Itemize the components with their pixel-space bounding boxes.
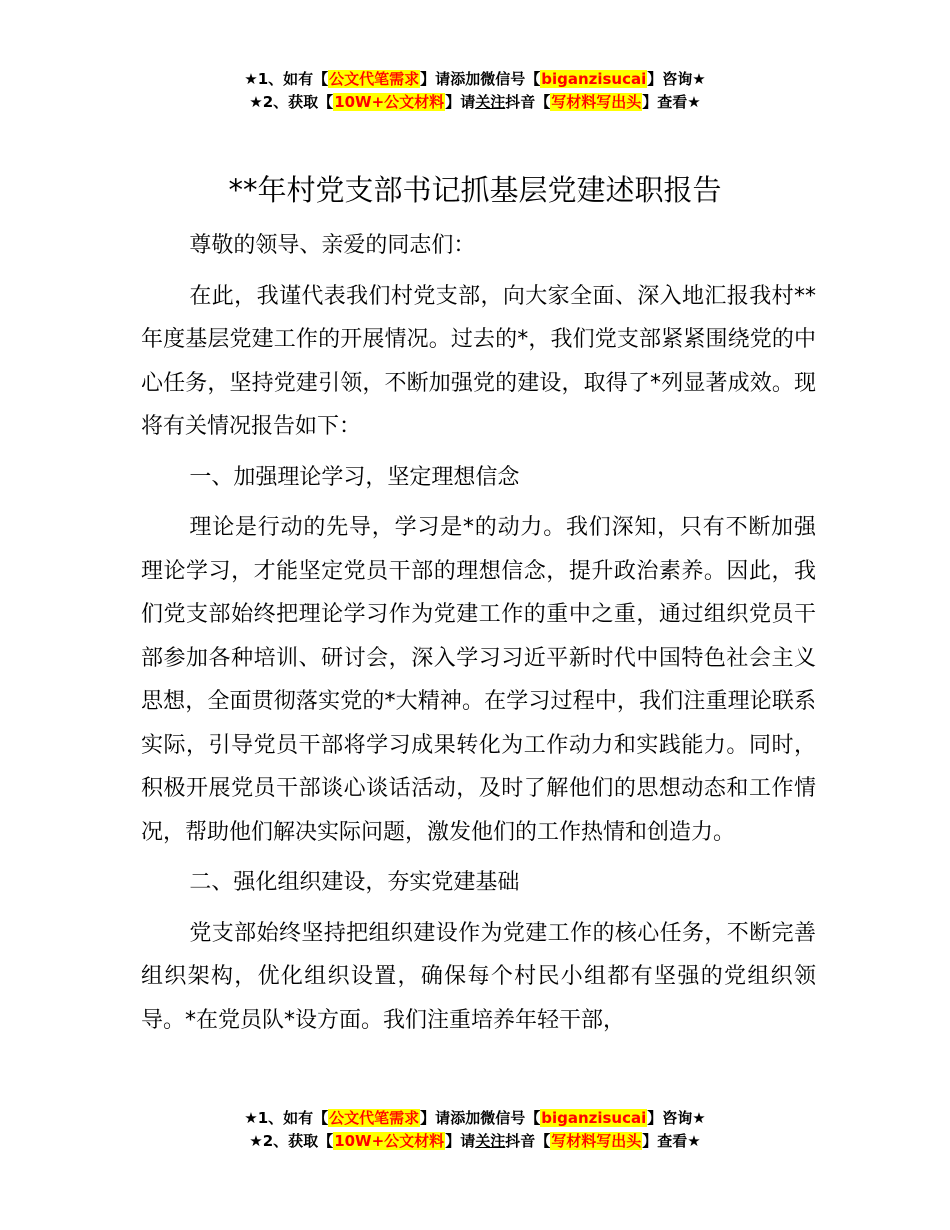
banner-line-2 xyxy=(0,91,950,114)
banner-highlight: 写材料写出头 xyxy=(551,1132,642,1150)
banner-emphasis: 添加 xyxy=(450,70,481,88)
banner-text: 】请 xyxy=(445,93,476,111)
banner-text: 】请 xyxy=(420,70,451,88)
section-heading: 一、加强理论学习，坚定理想信念 xyxy=(189,464,520,490)
banner-highlight: 写材料写出头 xyxy=(551,93,642,111)
body-paragraph: 理论是行动的先导，学习是*的动力。我们深知，只有不断加强理论学习，才能坚定党员干部的理想信念，提升政治素养。因此，我们党支部始终把理论学习作为党建工作的重中之重，通过组织党员干部参加各种培训、研讨会，深入学习习近平新时代中国特色社会主义思想，全面贯彻落实党的*大精神。在学习过程中，我们注重理论联系实际，引导党员干部将学习成果转化为工作动力和实践能力。同时，积极开展党员干部谈心谈话活动，及时了解他们的思想动态和工作情况，帮助他们解决实际问题，激发他们的工作热情和创造力。 xyxy=(141,515,816,845)
banner-line-1 xyxy=(0,1107,950,1130)
banner-highlight: biganzisucai xyxy=(541,1109,647,1127)
banner-text: 抖音【 xyxy=(505,1132,551,1150)
banner-text: ★2、获取【 xyxy=(249,93,334,111)
banner-line-2 xyxy=(0,1130,950,1153)
footer-banner xyxy=(0,1107,950,1153)
banner-text: ★1、如有【 xyxy=(244,70,329,88)
banner-emphasis: 关注 xyxy=(475,1132,506,1150)
banner-text: 微信号【 xyxy=(480,70,541,88)
header-banner xyxy=(0,68,950,114)
banner-text: 】咨询★ xyxy=(647,70,706,88)
document-title: **年村党支部书记抓基层党建述职报告 xyxy=(228,173,722,207)
banner-text: 微信号【 xyxy=(480,1109,541,1127)
banner-text: 】查看★ xyxy=(642,1132,701,1150)
banner-text: 】请 xyxy=(420,1109,451,1127)
salutation: 尊敬的领导、亲爱的同志们： xyxy=(189,233,476,258)
banner-text: 抖音【 xyxy=(505,93,551,111)
banner-line-1 xyxy=(0,68,950,91)
banner-text: 】咨询★ xyxy=(647,1109,706,1127)
banner-highlight: 10W+公文材料 xyxy=(334,1132,445,1150)
banner-emphasis: 添加 xyxy=(450,1109,481,1127)
body-paragraph: 党支部始终坚持把组织建设作为党建工作的核心任务，不断完善组织架构，优化组织设置，确保每个村民小组都有坚强的党组织领导。*在党员队*设方面。我们注重培养年轻干部， xyxy=(141,920,816,1033)
banner-text: ★2、获取【 xyxy=(249,1132,334,1150)
banner-emphasis: 关注 xyxy=(475,93,506,111)
body-paragraph: 在此，我谨代表我们村党支部，向大家全面、深入地汇报我村**年度基层党建工作的开展情况。过去的*，我们党支部紧紧围绕党的中心任务，坚持党建引领，不断加强党的建设，取得了*列显著成效。现将有关情况报告如下： xyxy=(141,283,816,439)
banner-highlight: biganzisucai xyxy=(541,70,647,88)
section-heading: 二、强化组织建设，夯实党建基础 xyxy=(189,870,520,895)
banner-text: 】查看★ xyxy=(642,93,701,111)
banner-highlight: 公文代笔需求 xyxy=(329,1109,420,1127)
banner-highlight: 10W+公文材料 xyxy=(334,93,445,111)
banner-text: ★1、如有【 xyxy=(244,1109,329,1127)
banner-highlight: 公文代笔需求 xyxy=(329,70,420,88)
banner-text: 】请 xyxy=(445,1132,476,1150)
document-body xyxy=(141,224,816,1049)
